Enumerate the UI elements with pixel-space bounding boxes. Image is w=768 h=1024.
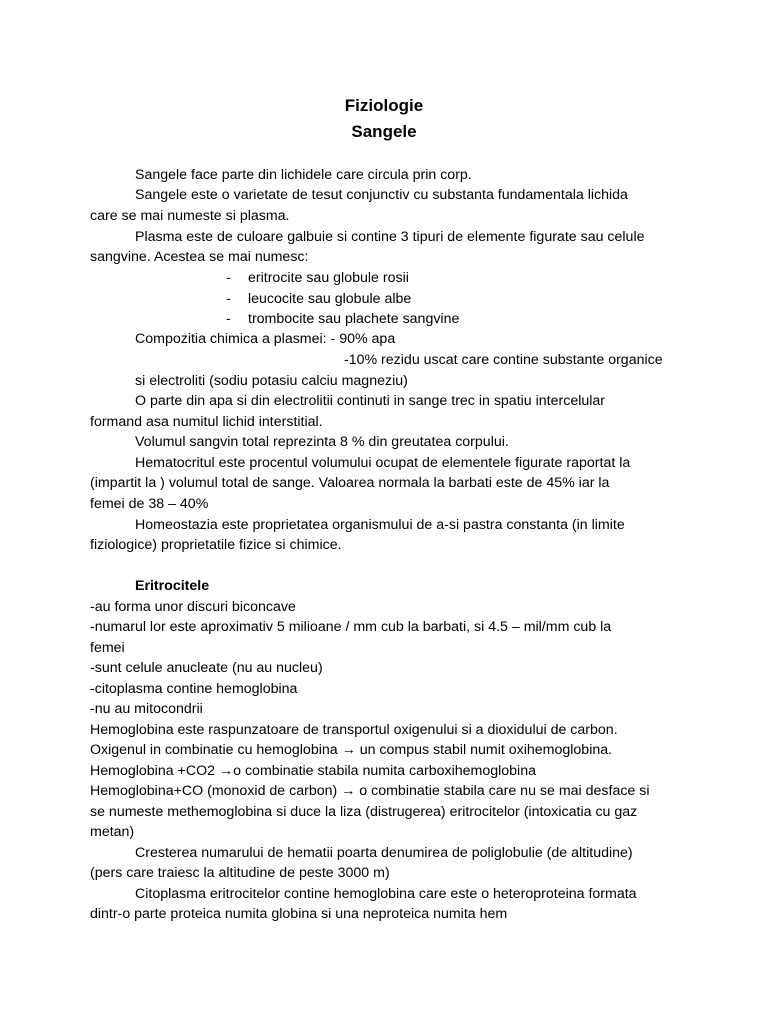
- paragraph-line: Plasma este de culoare galbuie si contine 3 tipuri de elemente figurate sau celule: [135, 229, 645, 245]
- paragraph-line: dintr-o parte proteica numita globina si una neproteica numita hem: [90, 906, 508, 922]
- list-bullet: -: [226, 311, 231, 327]
- paragraph-line: Sangele este o varietate de tesut conjunctiv cu substanta fundamentala lichida: [135, 187, 628, 203]
- paragraph-line: (pers care traiesc la altitudine de peste 3000 m): [90, 865, 390, 881]
- paragraph-line: Sangele face parte din lichidele care circula prin corp.: [135, 167, 472, 183]
- paragraph-line: (impartit la ) volumul total de sange. Valoarea normala la barbati este de 45% iar la: [90, 475, 610, 491]
- paragraph-line: care se mai numeste si plasma.: [90, 208, 290, 224]
- paragraph-line: Hemoglobina+CO (monoxid de carbon) → o combinatie stabila care nu se mai desface si: [90, 783, 650, 799]
- paragraph-line: Volumul sangvin total reprezinta 8 % din greutatea corpului.: [135, 434, 509, 450]
- list-item: leucocite sau globule albe: [248, 291, 412, 307]
- paragraph-line: Hemoglobina este raspunzatoare de transportul oxigenului si a dioxidului de carbon.: [90, 722, 618, 738]
- paragraph-line: Cresterea numarului de hematii poarta denumirea de poliglobulie (de altitudine): [135, 845, 633, 861]
- paragraph-line: metan): [90, 824, 135, 840]
- list-bullet: -: [226, 270, 231, 286]
- paragraph-line: sangvine. Acestea se mai numesc:: [90, 249, 309, 265]
- document-subtitle: Sangele: [351, 122, 417, 141]
- paragraph-line: femei: [90, 640, 125, 656]
- paragraph-line: si electroliti (sodiu potasiu calciu magneziu): [135, 373, 408, 389]
- paragraph-line: -citoplasma contine hemoglobina: [90, 681, 298, 697]
- list-item: eritrocite sau globule rosii: [248, 270, 409, 286]
- paragraph-line: Homeostazia este proprietatea organismului de a-si pastra constanta (in limite: [135, 517, 625, 533]
- paragraph-line: Hemoglobina +CO2 →o combinatie stabila numita carboxihemoglobina: [90, 763, 536, 779]
- paragraph-line: -au forma unor discuri biconcave: [90, 599, 296, 615]
- paragraph-line: Oxigenul in combinatie cu hemoglobina → un compus stabil numit oxihemoglobina.: [90, 742, 613, 758]
- paragraph-line: Citoplasma eritrocitelor contine hemoglobina care este o heteroproteina formata: [135, 886, 637, 902]
- paragraph-line: formand asa numitul lichid interstitial.: [90, 414, 323, 430]
- paragraph-line: -nu au mitocondrii: [90, 701, 203, 717]
- paragraph-line: fiziologice) proprietatile fizice si chimice.: [90, 537, 342, 553]
- paragraph-line: se numeste methemoglobina si duce la liza (distrugerea) eritrocitelor (intoxicatia cu gaz: [90, 804, 638, 820]
- paragraph-line: O parte din apa si din electrolitii continuti in sange trec in spatiu intercelular: [135, 393, 606, 409]
- paragraph-line: -10% rezidu uscat care contine substante organice: [344, 352, 663, 368]
- paragraph-line: Compozitia chimica a plasmei: - 90% apa: [135, 331, 396, 347]
- section-heading: Eritrocitele: [135, 578, 210, 594]
- paragraph-line: femei de 38 – 40%: [90, 496, 209, 512]
- paragraph-line: -numarul lor este aproximativ 5 milioane / mm cub la barbati, si 4.5 – mil/mm cub la: [90, 619, 612, 635]
- document-title: Fiziologie: [344, 96, 424, 115]
- paragraph-line: -sunt celule anucleate (nu au nucleu): [90, 660, 323, 676]
- paragraph-line: Hematocritul este procentul volumului ocupat de elementele figurate raportat la: [135, 455, 631, 471]
- list-item: trombocite sau plachete sangvine: [248, 311, 460, 327]
- list-bullet: -: [226, 291, 231, 307]
